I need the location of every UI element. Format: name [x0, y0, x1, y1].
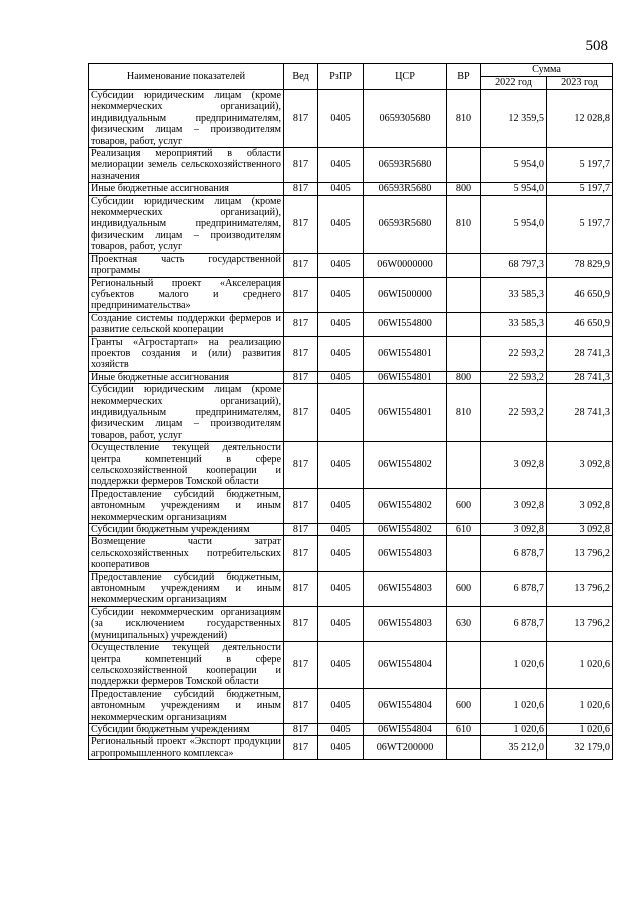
- row-vr: [447, 336, 481, 371]
- table-row: [89, 736, 613, 760]
- table-body: [89, 90, 613, 760]
- row-csr: 06WI554800: [364, 312, 447, 336]
- row-csr: 06WI554803: [364, 571, 447, 606]
- row-vr: 810: [447, 90, 481, 148]
- row-sum-2022: 3 092,8: [481, 442, 547, 489]
- row-vr: 600: [447, 488, 481, 523]
- row-csr: 06WI554801: [364, 371, 447, 383]
- row-vr: 610: [447, 723, 481, 735]
- row-sum-2022: 5 954,0: [481, 195, 547, 253]
- row-csr: 06593R5680: [364, 148, 447, 183]
- table-row: [89, 442, 613, 489]
- row-vr: [447, 536, 481, 571]
- header-name: Наименование показателей: [89, 64, 284, 90]
- row-name: Осуществление текущей деятельности центра компетенций в сфере сельскохозяйственной кооперации и поддержки фермеров Томской области: [89, 642, 284, 689]
- row-sum-2022: 1 020,6: [481, 723, 547, 735]
- row-name: Гранты «Агростартап» на реализацию проектов создания и (или) развития хозяйств: [89, 336, 284, 371]
- header-rzpr: РзПР: [318, 64, 364, 90]
- row-rzpr: 0405: [318, 384, 364, 442]
- row-csr: 06WI554802: [364, 442, 447, 489]
- row-vr: 630: [447, 606, 481, 641]
- row-sum-2022: 12 359,5: [481, 90, 547, 148]
- row-sum-2022: 1 020,6: [481, 688, 547, 723]
- row-name: Субсидии некоммерческим организациям (за исключением государственных (муниципальных) учреждений): [89, 606, 284, 641]
- row-sum-2022: 33 585,3: [481, 277, 547, 312]
- row-ved: 817: [284, 642, 318, 689]
- header-ved: Вед: [284, 64, 318, 90]
- row-sum-2022: 3 092,8: [481, 488, 547, 523]
- row-sum-2022: 68 797,3: [481, 253, 547, 277]
- row-ved: 817: [284, 253, 318, 277]
- row-csr: 06593R5680: [364, 183, 447, 195]
- row-rzpr: 0405: [318, 736, 364, 760]
- row-sum-2023: 5 197,7: [547, 148, 613, 183]
- row-rzpr: 0405: [318, 606, 364, 641]
- row-vr: [447, 736, 481, 760]
- row-name: Субсидии бюджетным учреждениям: [89, 723, 284, 735]
- row-name: Реализация мероприятий в области мелиорации земель сельскохозяйственного назначения: [89, 148, 284, 183]
- row-sum-2023: 5 197,7: [547, 195, 613, 253]
- row-vr: [447, 148, 481, 183]
- row-csr: 06WI554803: [364, 606, 447, 641]
- row-sum-2023: 13 796,2: [547, 606, 613, 641]
- row-csr: 06WI554801: [364, 336, 447, 371]
- row-rzpr: 0405: [318, 183, 364, 195]
- row-sum-2022: 6 878,7: [481, 536, 547, 571]
- row-sum-2023: 32 179,0: [547, 736, 613, 760]
- row-rzpr: 0405: [318, 442, 364, 489]
- row-vr: [447, 253, 481, 277]
- row-rzpr: 0405: [318, 336, 364, 371]
- row-sum-2022: 33 585,3: [481, 312, 547, 336]
- row-name: Региональный проект «Акселерация субъектов малого и среднего предпринимательства»: [89, 277, 284, 312]
- row-rzpr: 0405: [318, 723, 364, 735]
- row-ved: 817: [284, 277, 318, 312]
- row-ved: 817: [284, 536, 318, 571]
- row-name: Осуществление текущей деятельности центра компетенций в сфере сельскохозяйственной кооперации и поддержки фермеров Томской области: [89, 442, 284, 489]
- row-ved: 817: [284, 371, 318, 383]
- row-vr: 610: [447, 524, 481, 536]
- table-row: [89, 195, 613, 253]
- row-rzpr: 0405: [318, 253, 364, 277]
- table-header: [89, 64, 613, 90]
- row-sum-2023: 3 092,8: [547, 442, 613, 489]
- table-row: [89, 688, 613, 723]
- row-sum-2023: 5 197,7: [547, 183, 613, 195]
- row-ved: 817: [284, 312, 318, 336]
- table-row: [89, 148, 613, 183]
- row-rzpr: 0405: [318, 148, 364, 183]
- row-rzpr: 0405: [318, 312, 364, 336]
- row-rzpr: 0405: [318, 90, 364, 148]
- table-row: [89, 571, 613, 606]
- row-sum-2023: 28 741,3: [547, 336, 613, 371]
- row-sum-2022: 1 020,6: [481, 642, 547, 689]
- row-csr: 06WI554803: [364, 536, 447, 571]
- row-ved: 817: [284, 90, 318, 148]
- row-vr: [447, 642, 481, 689]
- row-sum-2023: 12 028,8: [547, 90, 613, 148]
- row-rzpr: 0405: [318, 195, 364, 253]
- budget-table: [88, 63, 613, 760]
- row-name: Возмещение части затрат сельскохозяйственных потребительских кооперативов: [89, 536, 284, 571]
- header-2023: 2023 год: [547, 77, 613, 90]
- row-rzpr: 0405: [318, 371, 364, 383]
- row-vr: 600: [447, 688, 481, 723]
- row-sum-2023: 13 796,2: [547, 536, 613, 571]
- row-ved: 817: [284, 524, 318, 536]
- row-csr: 06WI554802: [364, 524, 447, 536]
- row-name: Субсидии юридическим лицам (кроме некоммерческих организаций), индивидуальным предпринимателям, физическим лицам – производителям товаров, работ, услуг: [89, 195, 284, 253]
- header-sum: Сумма: [481, 64, 613, 77]
- row-sum-2023: 28 741,3: [547, 371, 613, 383]
- row-ved: 817: [284, 384, 318, 442]
- row-ved: 817: [284, 606, 318, 641]
- row-name: Субсидии юридическим лицам (кроме некоммерческих организаций), индивидуальным предпринимателям, физическим лицам – производителям товаров, работ, услуг: [89, 90, 284, 148]
- row-vr: 800: [447, 183, 481, 195]
- row-name: Предоставление субсидий бюджетным, автономным учреждениям и иным некоммерческим организациям: [89, 571, 284, 606]
- table-row: [89, 336, 613, 371]
- row-sum-2023: 3 092,8: [547, 524, 613, 536]
- row-csr: 06593R5680: [364, 195, 447, 253]
- row-rzpr: 0405: [318, 571, 364, 606]
- row-vr: 800: [447, 371, 481, 383]
- table-row: [89, 253, 613, 277]
- row-sum-2023: 28 741,3: [547, 384, 613, 442]
- row-sum-2022: 3 092,8: [481, 524, 547, 536]
- row-csr: 06WT200000: [364, 736, 447, 760]
- row-sum-2023: 46 650,9: [547, 277, 613, 312]
- row-sum-2023: 13 796,2: [547, 571, 613, 606]
- row-vr: [447, 277, 481, 312]
- row-vr: 810: [447, 195, 481, 253]
- table-row: [89, 384, 613, 442]
- row-sum-2022: 22 593,2: [481, 371, 547, 383]
- row-rzpr: 0405: [318, 524, 364, 536]
- row-sum-2023: 78 829,9: [547, 253, 613, 277]
- row-csr: 06WI500000: [364, 277, 447, 312]
- table-row: [89, 606, 613, 641]
- row-ved: 817: [284, 571, 318, 606]
- table-row: [89, 488, 613, 523]
- row-csr: 0659305680: [364, 90, 447, 148]
- row-ved: 817: [284, 723, 318, 735]
- row-sum-2022: 5 954,0: [481, 183, 547, 195]
- table-row: [89, 524, 613, 536]
- row-name: Субсидии бюджетным учреждениям: [89, 524, 284, 536]
- table-row: [89, 277, 613, 312]
- row-name: Создание системы поддержки фермеров и развитие сельской кооперации: [89, 312, 284, 336]
- header-csr: ЦСР: [364, 64, 447, 90]
- row-sum-2023: 1 020,6: [547, 723, 613, 735]
- row-sum-2022: 22 593,2: [481, 336, 547, 371]
- row-ved: 817: [284, 442, 318, 489]
- header-2022: 2022 год: [481, 77, 547, 90]
- row-name: Субсидии юридическим лицам (кроме некоммерческих организаций), индивидуальным предпринимателям, физическим лицам – производителям товаров, работ, услуг: [89, 384, 284, 442]
- row-ved: 817: [284, 488, 318, 523]
- row-sum-2023: 46 650,9: [547, 312, 613, 336]
- table-row: [89, 183, 613, 195]
- row-name: Иные бюджетные ассигнования: [89, 371, 284, 383]
- header-vr: ВР: [447, 64, 481, 90]
- row-vr: [447, 442, 481, 489]
- row-sum-2023: 3 092,8: [547, 488, 613, 523]
- table-row: [89, 642, 613, 689]
- row-sum-2022: 6 878,7: [481, 571, 547, 606]
- row-ved: 817: [284, 148, 318, 183]
- row-csr: 06WI554801: [364, 384, 447, 442]
- row-csr: 06WI554802: [364, 488, 447, 523]
- row-csr: 06W0000000: [364, 253, 447, 277]
- row-rzpr: 0405: [318, 536, 364, 571]
- row-ved: 817: [284, 336, 318, 371]
- row-sum-2022: 35 212,0: [481, 736, 547, 760]
- row-ved: 817: [284, 183, 318, 195]
- row-name: Предоставление субсидий бюджетным, автономным учреждениям и иным некоммерческим организациям: [89, 488, 284, 523]
- table-row: [89, 371, 613, 383]
- row-sum-2022: 22 593,2: [481, 384, 547, 442]
- row-sum-2023: 1 020,6: [547, 642, 613, 689]
- row-rzpr: 0405: [318, 688, 364, 723]
- table-row: [89, 723, 613, 735]
- row-ved: 817: [284, 195, 318, 253]
- table-row: [89, 536, 613, 571]
- row-sum-2022: 5 954,0: [481, 148, 547, 183]
- row-sum-2022: 6 878,7: [481, 606, 547, 641]
- row-name: Предоставление субсидий бюджетным, автономным учреждениям и иным некоммерческим организациям: [89, 688, 284, 723]
- row-rzpr: 0405: [318, 642, 364, 689]
- row-sum-2023: 1 020,6: [547, 688, 613, 723]
- row-vr: 600: [447, 571, 481, 606]
- row-name: Проектная часть государственной программы: [89, 253, 284, 277]
- row-rzpr: 0405: [318, 277, 364, 312]
- row-ved: 817: [284, 688, 318, 723]
- row-rzpr: 0405: [318, 488, 364, 523]
- page-number: 508: [585, 38, 608, 54]
- row-csr: 06WI554804: [364, 642, 447, 689]
- row-vr: [447, 312, 481, 336]
- row-ved: 817: [284, 736, 318, 760]
- row-name: Региональный проект «Экспорт продукции агропромышленного комплекса»: [89, 736, 284, 760]
- row-csr: 06WI554804: [364, 723, 447, 735]
- table-row: [89, 312, 613, 336]
- row-vr: 810: [447, 384, 481, 442]
- row-name: Иные бюджетные ассигнования: [89, 183, 284, 195]
- table-row: [89, 90, 613, 148]
- row-csr: 06WI554804: [364, 688, 447, 723]
